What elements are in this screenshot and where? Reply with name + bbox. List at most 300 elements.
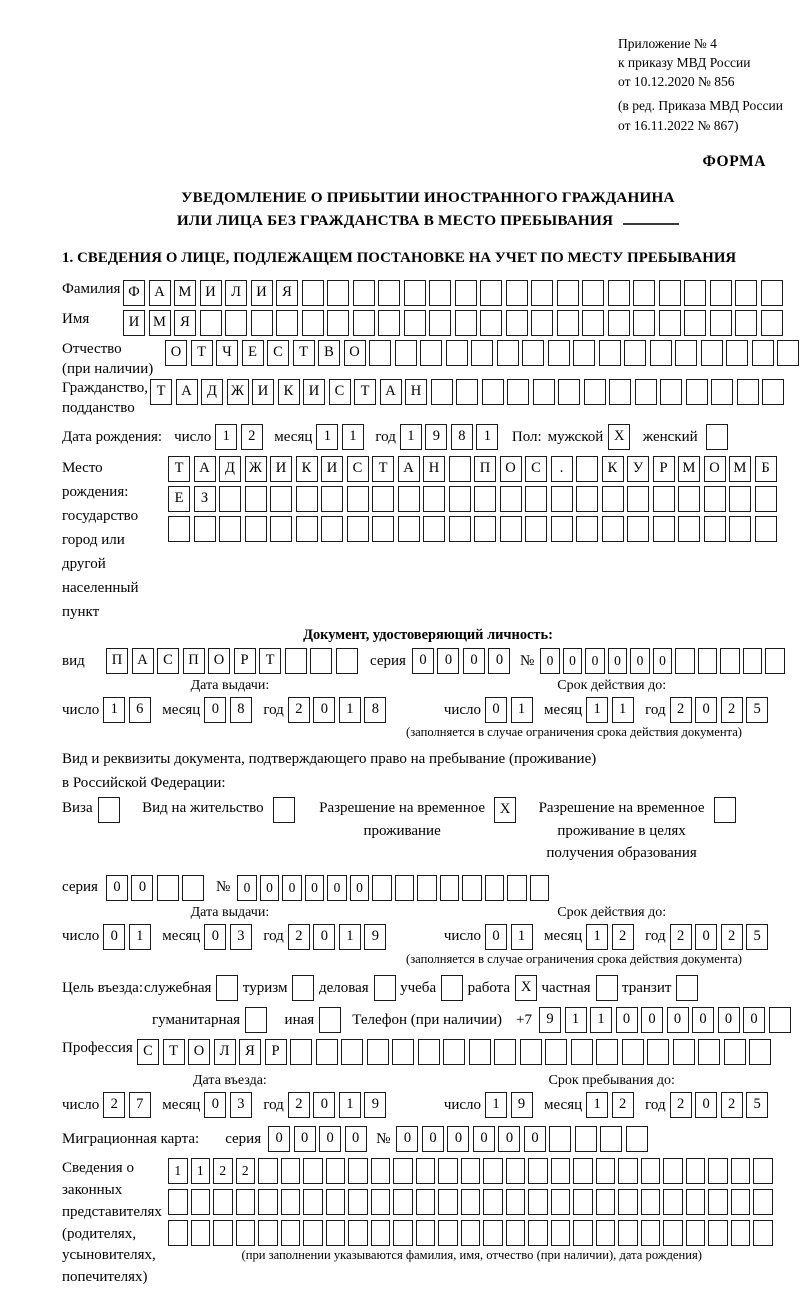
box-cell[interactable]	[168, 1220, 188, 1246]
stay-day-input[interactable]	[485, 1092, 536, 1118]
box-cell[interactable]	[735, 310, 757, 336]
representatives-input-row1[interactable]	[168, 1158, 776, 1184]
box-cell[interactable]	[371, 1158, 391, 1184]
box-cell[interactable]: 0	[616, 1007, 638, 1033]
box-cell[interactable]	[245, 516, 267, 542]
box-cell[interactable]: С	[157, 648, 179, 674]
expiry-year-input[interactable]	[670, 697, 772, 723]
box-cell[interactable]	[378, 280, 400, 306]
box-cell[interactable]	[622, 1039, 644, 1065]
box-cell[interactable]	[483, 1189, 503, 1215]
box-cell[interactable]	[627, 486, 649, 512]
box-cell[interactable]	[710, 310, 732, 336]
box-cell[interactable]	[635, 379, 657, 405]
box-cell[interactable]	[449, 456, 471, 482]
box-cell[interactable]: П	[474, 456, 496, 482]
res-expiry-day-input[interactable]	[485, 924, 536, 950]
box-cell[interactable]: 2	[721, 924, 743, 950]
box-cell[interactable]	[393, 1158, 413, 1184]
box-cell[interactable]	[321, 516, 343, 542]
box-cell[interactable]	[573, 1158, 593, 1184]
migration-series-input[interactable]	[268, 1126, 370, 1152]
phone-input[interactable]	[539, 1007, 794, 1033]
box-cell[interactable]	[303, 1189, 323, 1215]
box-cell[interactable]	[500, 516, 522, 542]
box-cell[interactable]: А	[176, 379, 198, 405]
box-cell[interactable]: 0	[485, 924, 507, 950]
box-cell[interactable]: Н	[405, 379, 427, 405]
box-cell[interactable]	[762, 379, 784, 405]
box-cell[interactable]	[404, 280, 426, 306]
box-cell[interactable]	[678, 516, 700, 542]
box-cell[interactable]: 1	[586, 697, 608, 723]
box-cell[interactable]	[423, 486, 445, 512]
box-cell[interactable]: С	[525, 456, 547, 482]
box-cell[interactable]	[395, 340, 417, 366]
box-cell[interactable]	[575, 1126, 597, 1152]
box-cell[interactable]: 1	[586, 924, 608, 950]
box-cell[interactable]	[469, 1039, 491, 1065]
box-cell[interactable]: Д	[219, 456, 241, 482]
box-cell[interactable]	[533, 379, 555, 405]
box-cell[interactable]: 1	[339, 1092, 361, 1118]
box-cell[interactable]	[372, 516, 394, 542]
purpose-transit-checkbox[interactable]	[676, 975, 702, 1001]
box-cell[interactable]: 1	[590, 1007, 612, 1033]
box-cell[interactable]: П	[183, 648, 205, 674]
box-cell[interactable]	[663, 1220, 683, 1246]
box-cell[interactable]	[596, 975, 618, 1001]
box-cell[interactable]	[245, 1007, 267, 1033]
box-cell[interactable]	[374, 975, 396, 1001]
box-cell[interactable]: 0	[641, 1007, 663, 1033]
box-cell[interactable]	[372, 875, 392, 901]
box-cell[interactable]	[404, 310, 426, 336]
box-cell[interactable]: Т	[163, 1039, 185, 1065]
box-cell[interactable]	[369, 340, 391, 366]
res-expiry-year-input[interactable]	[670, 924, 772, 950]
box-cell[interactable]: И	[303, 379, 325, 405]
box-cell[interactable]	[686, 1189, 706, 1215]
box-cell[interactable]	[281, 1220, 301, 1246]
box-cell[interactable]	[704, 516, 726, 542]
box-cell[interactable]: 9	[364, 924, 386, 950]
box-cell[interactable]: 0	[204, 1092, 226, 1118]
box-cell[interactable]: З	[194, 486, 216, 512]
box-cell[interactable]: Н	[423, 456, 445, 482]
box-cell[interactable]	[659, 310, 681, 336]
box-cell[interactable]	[455, 310, 477, 336]
box-cell[interactable]	[704, 486, 726, 512]
box-cell[interactable]: 0	[345, 1126, 367, 1152]
box-cell[interactable]: 2	[288, 924, 310, 950]
box-cell[interactable]	[753, 1189, 773, 1215]
box-cell[interactable]	[393, 1189, 413, 1215]
box-cell[interactable]: Т	[191, 340, 213, 366]
box-cell[interactable]: 0	[540, 648, 560, 674]
box-cell[interactable]	[480, 310, 502, 336]
box-cell[interactable]: К	[602, 456, 624, 482]
box-cell[interactable]: Д	[201, 379, 223, 405]
residence-series-input[interactable]	[106, 875, 208, 901]
box-cell[interactable]	[506, 1158, 526, 1184]
box-cell[interactable]: Т	[354, 379, 376, 405]
sex-male-checkbox[interactable]	[608, 424, 634, 450]
box-cell[interactable]: 0	[667, 1007, 689, 1033]
box-cell[interactable]: 2	[288, 697, 310, 723]
box-cell[interactable]	[348, 1189, 368, 1215]
box-cell[interactable]: 5	[746, 924, 768, 950]
box-cell[interactable]	[573, 1220, 593, 1246]
box-cell[interactable]: 0	[106, 875, 128, 901]
box-cell[interactable]	[482, 379, 504, 405]
box-cell[interactable]	[219, 516, 241, 542]
box-cell[interactable]	[706, 424, 728, 450]
box-cell[interactable]	[753, 1158, 773, 1184]
box-cell[interactable]	[326, 1220, 346, 1246]
visa-checkbox[interactable]	[98, 797, 124, 823]
box-cell[interactable]	[500, 486, 522, 512]
box-cell[interactable]	[618, 1220, 638, 1246]
box-cell[interactable]: 0	[695, 697, 717, 723]
box-cell[interactable]	[726, 340, 748, 366]
box-cell[interactable]: 0	[743, 1007, 765, 1033]
box-cell[interactable]	[480, 280, 502, 306]
box-cell[interactable]: 0	[485, 697, 507, 723]
box-cell[interactable]: Е	[168, 486, 190, 512]
box-cell[interactable]: 0	[103, 924, 125, 950]
box-cell[interactable]	[485, 875, 505, 901]
box-cell[interactable]	[729, 516, 751, 542]
box-cell[interactable]	[571, 1039, 593, 1065]
box-cell[interactable]: А	[398, 456, 420, 482]
box-cell[interactable]	[660, 379, 682, 405]
box-cell[interactable]	[731, 1189, 751, 1215]
box-cell[interactable]: М	[149, 310, 171, 336]
box-cell[interactable]	[497, 340, 519, 366]
representatives-input-row3[interactable]	[168, 1220, 776, 1246]
box-cell[interactable]: И	[123, 310, 145, 336]
edu-permit-checkbox[interactable]	[714, 797, 740, 823]
box-cell[interactable]	[761, 280, 783, 306]
box-cell[interactable]	[600, 1126, 622, 1152]
box-cell[interactable]	[393, 1220, 413, 1246]
box-cell[interactable]	[675, 648, 695, 674]
box-cell[interactable]	[296, 486, 318, 512]
box-cell[interactable]	[378, 310, 400, 336]
box-cell[interactable]	[347, 516, 369, 542]
box-cell[interactable]: С	[329, 379, 351, 405]
box-cell[interactable]	[371, 1220, 391, 1246]
box-cell[interactable]: 1	[342, 424, 364, 450]
birthplace-input-row1[interactable]	[168, 456, 780, 482]
box-cell[interactable]	[98, 797, 120, 823]
box-cell[interactable]	[765, 648, 785, 674]
entry-month-input[interactable]	[204, 1092, 255, 1118]
box-cell[interactable]	[440, 875, 460, 901]
box-cell[interactable]	[326, 1189, 346, 1215]
box-cell[interactable]	[678, 486, 700, 512]
box-cell[interactable]	[483, 1220, 503, 1246]
box-cell[interactable]: 1	[215, 424, 237, 450]
box-cell[interactable]	[416, 1220, 436, 1246]
box-cell[interactable]	[557, 310, 579, 336]
box-cell[interactable]	[216, 975, 238, 1001]
box-cell[interactable]	[258, 1220, 278, 1246]
box-cell[interactable]: 2	[612, 924, 634, 950]
box-cell[interactable]	[292, 975, 314, 1001]
box-cell[interactable]	[168, 1189, 188, 1215]
box-cell[interactable]	[441, 975, 463, 1001]
box-cell[interactable]	[168, 516, 190, 542]
box-cell[interactable]	[438, 1220, 458, 1246]
box-cell[interactable]	[602, 516, 624, 542]
res-issue-month-input[interactable]	[204, 924, 255, 950]
box-cell[interactable]	[506, 280, 528, 306]
box-cell[interactable]: О	[188, 1039, 210, 1065]
box-cell[interactable]	[456, 379, 478, 405]
box-cell[interactable]	[326, 1158, 346, 1184]
box-cell[interactable]	[551, 1220, 571, 1246]
box-cell[interactable]: И	[270, 456, 292, 482]
box-cell[interactable]	[549, 1126, 571, 1152]
box-cell[interactable]: 0	[447, 1126, 469, 1152]
box-cell[interactable]: 6	[129, 697, 151, 723]
box-cell[interactable]: 1	[612, 697, 634, 723]
box-cell[interactable]	[731, 1158, 751, 1184]
box-cell[interactable]: О	[704, 456, 726, 482]
box-cell[interactable]	[548, 340, 570, 366]
box-cell[interactable]	[258, 1189, 278, 1215]
box-cell[interactable]: 2	[612, 1092, 634, 1118]
box-cell[interactable]	[641, 1158, 661, 1184]
box-cell[interactable]: 0	[608, 648, 628, 674]
issue-month-input[interactable]	[204, 697, 255, 723]
box-cell[interactable]	[321, 486, 343, 512]
box-cell[interactable]: Р	[234, 648, 256, 674]
box-cell[interactable]: 2	[721, 1092, 743, 1118]
box-cell[interactable]	[576, 456, 598, 482]
box-cell[interactable]: 0	[260, 875, 280, 901]
box-cell[interactable]: Е	[242, 340, 264, 366]
box-cell[interactable]: 5	[746, 1092, 768, 1118]
box-cell[interactable]	[755, 486, 777, 512]
box-cell[interactable]	[348, 1158, 368, 1184]
box-cell[interactable]	[633, 310, 655, 336]
box-cell[interactable]: 3	[230, 1092, 252, 1118]
box-cell[interactable]: 2	[241, 424, 263, 450]
box-cell[interactable]	[551, 486, 573, 512]
box-cell[interactable]: 0	[319, 1126, 341, 1152]
box-cell[interactable]: 0	[524, 1126, 546, 1152]
box-cell[interactable]: 1	[400, 424, 422, 450]
surname-input[interactable]	[123, 280, 786, 306]
box-cell[interactable]: Л	[225, 280, 247, 306]
box-cell[interactable]	[584, 379, 606, 405]
purpose-business-checkbox[interactable]	[374, 975, 400, 1001]
box-cell[interactable]	[528, 1220, 548, 1246]
box-cell[interactable]	[236, 1189, 256, 1215]
box-cell[interactable]: К	[278, 379, 300, 405]
box-cell[interactable]: А	[132, 648, 154, 674]
box-cell[interactable]	[455, 280, 477, 306]
box-cell[interactable]: Т	[168, 456, 190, 482]
birthplace-input-row2[interactable]	[168, 486, 780, 512]
box-cell[interactable]	[525, 486, 547, 512]
box-cell[interactable]: 0	[695, 1092, 717, 1118]
box-cell[interactable]: 1	[511, 924, 533, 950]
box-cell[interactable]: О	[500, 456, 522, 482]
box-cell[interactable]: О	[344, 340, 366, 366]
box-cell[interactable]	[659, 280, 681, 306]
box-cell[interactable]: 0	[488, 648, 510, 674]
box-cell[interactable]	[191, 1189, 211, 1215]
box-cell[interactable]: 0	[350, 875, 370, 901]
box-cell[interactable]: 0	[422, 1126, 444, 1152]
box-cell[interactable]: 0	[692, 1007, 714, 1033]
box-cell[interactable]	[708, 1158, 728, 1184]
box-cell[interactable]	[347, 486, 369, 512]
box-cell[interactable]: 0	[268, 1126, 290, 1152]
box-cell[interactable]: 9	[425, 424, 447, 450]
box-cell[interactable]	[302, 280, 324, 306]
box-cell[interactable]: 1	[511, 697, 533, 723]
box-cell[interactable]	[608, 310, 630, 336]
box-cell[interactable]	[525, 516, 547, 542]
box-cell[interactable]	[684, 310, 706, 336]
purpose-other-checkbox[interactable]	[319, 1007, 345, 1033]
box-cell[interactable]: 1	[191, 1158, 211, 1184]
box-cell[interactable]: 0	[396, 1126, 418, 1152]
box-cell[interactable]: 0	[282, 875, 302, 901]
box-cell[interactable]	[316, 1039, 338, 1065]
box-cell[interactable]	[663, 1158, 683, 1184]
box-cell[interactable]: С	[347, 456, 369, 482]
birthdate-month-input[interactable]	[316, 424, 367, 450]
box-cell[interactable]	[573, 340, 595, 366]
box-cell[interactable]	[686, 379, 708, 405]
box-cell[interactable]	[416, 1158, 436, 1184]
box-cell[interactable]: И	[252, 379, 274, 405]
box-cell[interactable]	[418, 1039, 440, 1065]
residence-number-input[interactable]	[237, 875, 552, 901]
box-cell[interactable]	[191, 1220, 211, 1246]
box-cell[interactable]: 0	[327, 875, 347, 901]
box-cell[interactable]: 2	[670, 697, 692, 723]
box-cell[interactable]	[551, 516, 573, 542]
box-cell[interactable]: А	[194, 456, 216, 482]
box-cell[interactable]: Я	[276, 280, 298, 306]
box-cell[interactable]	[507, 875, 527, 901]
box-cell[interactable]	[653, 516, 675, 542]
box-cell[interactable]	[371, 1189, 391, 1215]
box-cell[interactable]	[336, 648, 358, 674]
box-cell[interactable]	[596, 1189, 616, 1215]
box-cell[interactable]: 0	[313, 924, 335, 950]
box-cell[interactable]	[520, 1039, 542, 1065]
box-cell[interactable]: X	[494, 797, 516, 823]
box-cell[interactable]: Т	[259, 648, 281, 674]
box-cell[interactable]: 1	[168, 1158, 188, 1184]
box-cell[interactable]: Л	[214, 1039, 236, 1065]
purpose-tourism-checkbox[interactable]	[292, 975, 318, 1001]
box-cell[interactable]	[749, 1039, 771, 1065]
box-cell[interactable]: 1	[586, 1092, 608, 1118]
box-cell[interactable]	[443, 1039, 465, 1065]
box-cell[interactable]	[290, 1039, 312, 1065]
box-cell[interactable]	[686, 1158, 706, 1184]
box-cell[interactable]	[737, 379, 759, 405]
box-cell[interactable]: 1	[339, 697, 361, 723]
box-cell[interactable]	[319, 1007, 341, 1033]
birthdate-year-input[interactable]	[400, 424, 502, 450]
box-cell[interactable]	[310, 648, 332, 674]
stay-year-input[interactable]	[670, 1092, 772, 1118]
box-cell[interactable]	[647, 1039, 669, 1065]
purpose-work-checkbox[interactable]	[515, 975, 541, 1001]
issue-year-input[interactable]	[288, 697, 390, 723]
patronymic-input[interactable]	[165, 340, 803, 366]
birthplace-input-row3[interactable]	[168, 516, 780, 542]
box-cell[interactable]: М	[729, 456, 751, 482]
box-cell[interactable]	[708, 1220, 728, 1246]
box-cell[interactable]	[633, 280, 655, 306]
box-cell[interactable]	[506, 310, 528, 336]
box-cell[interactable]	[711, 379, 733, 405]
box-cell[interactable]: 0	[498, 1126, 520, 1152]
box-cell[interactable]: 7	[129, 1092, 151, 1118]
box-cell[interactable]	[735, 280, 757, 306]
box-cell[interactable]	[327, 310, 349, 336]
box-cell[interactable]: 0	[563, 648, 583, 674]
box-cell[interactable]: 9	[511, 1092, 533, 1118]
box-cell[interactable]: 0	[585, 648, 605, 674]
box-cell[interactable]: 0	[463, 648, 485, 674]
migration-number-input[interactable]	[396, 1126, 651, 1152]
box-cell[interactable]: И	[321, 456, 343, 482]
box-cell[interactable]: 0	[437, 648, 459, 674]
box-cell[interactable]	[483, 1158, 503, 1184]
box-cell[interactable]: 8	[230, 697, 252, 723]
box-cell[interactable]	[245, 486, 267, 512]
box-cell[interactable]: X	[608, 424, 630, 450]
doc-number-input[interactable]	[540, 648, 788, 674]
expiry-day-input[interactable]	[485, 697, 536, 723]
box-cell[interactable]: 2	[288, 1092, 310, 1118]
box-cell[interactable]: 1	[129, 924, 151, 950]
box-cell[interactable]	[367, 1039, 389, 1065]
box-cell[interactable]	[417, 875, 437, 901]
box-cell[interactable]: И	[200, 280, 222, 306]
residence-permit-checkbox[interactable]	[273, 797, 299, 823]
box-cell[interactable]	[302, 310, 324, 336]
box-cell[interactable]	[675, 340, 697, 366]
box-cell[interactable]	[627, 516, 649, 542]
box-cell[interactable]: Т	[293, 340, 315, 366]
box-cell[interactable]	[624, 340, 646, 366]
box-cell[interactable]	[676, 975, 698, 1001]
entry-year-input[interactable]	[288, 1092, 390, 1118]
box-cell[interactable]	[769, 1007, 791, 1033]
box-cell[interactable]: А	[149, 280, 171, 306]
box-cell[interactable]: О	[165, 340, 187, 366]
box-cell[interactable]	[755, 516, 777, 542]
box-cell[interactable]	[273, 797, 295, 823]
box-cell[interactable]	[416, 1189, 436, 1215]
box-cell[interactable]	[582, 310, 604, 336]
box-cell[interactable]	[341, 1039, 363, 1065]
box-cell[interactable]: Ф	[123, 280, 145, 306]
